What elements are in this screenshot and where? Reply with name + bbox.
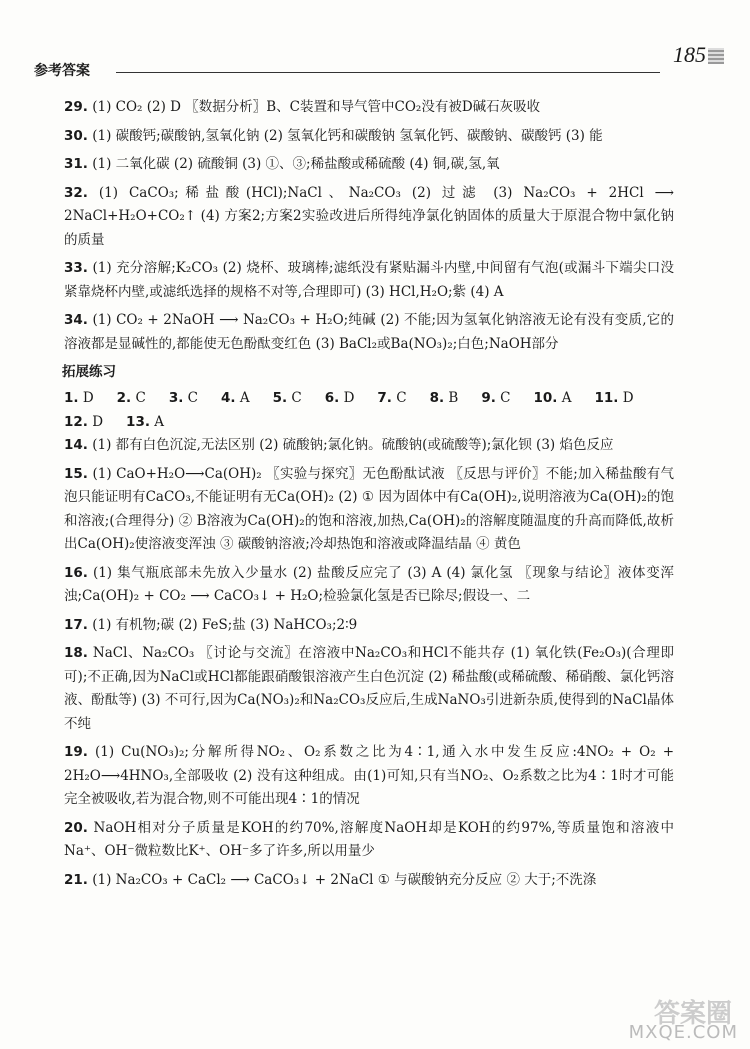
answer-number: 21. (64, 871, 88, 888)
mc-number: 7. (377, 390, 392, 406)
answer-text: (1) CaCO₃;稀盐酸(HCl);NaCl、Na₂CO₃ (2) 过滤 (3) Na₂CO₃ + 2HCl ⟶ 2NaCl+H₂O+CO₂↑ (4) 方案2;方案2实验改进后所得纯净氯化钠固体的质量大于原混合物中氯化钠的质量 (64, 184, 674, 248)
mc-answer (377, 387, 406, 411)
mc-number: 13. (126, 413, 150, 430)
mc-number: 12. (64, 413, 88, 430)
mc-number: 2. (116, 390, 132, 406)
answers-group-b (64, 434, 674, 892)
answer-item (64, 869, 674, 893)
mc-choice: C (291, 390, 302, 406)
answer-text: (1) 有机物;碳 (2) FeS;盐 (3) NaHCO₃;2∶9 (92, 616, 358, 633)
answer-text: (1) Cu(NO₃)₂;分解所得NO₂、O₂系数之比为4∶1,通入水中发生反应:4NO₂ + O₂ + 2H₂O⟶4HNO₃,全部吸收 (2) 没有这种组成。由(1)可知,只有当NO₂、O₂系数之比为4∶1时才可能完全被吸收,若为混合物,则不可能出现4∶1的情况 (64, 744, 675, 807)
answer-text: (1) CO₂ (2) D 〖数据分析〗B、C装置和导气管中CO₂没有被D碱石灰吸收 (92, 99, 541, 115)
page-header (34, 38, 724, 78)
answer-number: 30. (64, 127, 88, 144)
answer-number: 29. (64, 99, 88, 115)
mc-number: 3. (168, 390, 184, 406)
mc-number: 4. (221, 390, 236, 406)
answer-number: 20. (64, 819, 88, 836)
mc-choice: A (154, 413, 165, 430)
answer-text: (1) CaO+H₂O⟶Ca(OH)₂ 〖实验与探究〗无色酚酞试液 〖反思与评价〗不能;加入稀盐酸有气泡只能证明有CaCO₃,不能证明有无Ca(OH)₂ (2) ① 因为固体中有Ca(OH)₂,说明溶液为Ca(OH)₂的饱和溶液;(合理得分) ② B溶液为Ca(OH)₂的饱和溶液,加热,Ca(OH)₂的溶解度随温度的升高而降低,故析出Ca(OH)₂使溶液变浑浊 ③ 碳酸钠溶液;冷却热饱和溶液或降温结晶 ④ 黄色 (64, 465, 674, 552)
mc-choice: A (239, 390, 250, 406)
answer-item (64, 309, 674, 356)
answer-text: NaCl、Na₂CO₃ 〖讨论与交流〗在溶液中Na₂CO₃和HCl不能共存 (1) 氧化铁(Fe₂O₃)(合理即可);不正确,因为NaCl或HCl都能跟硝酸银溶液产生白色沉淀 (2) 稀盐酸(或稀硫酸、稀硝酸、氯化钙溶液、酚酞等) (3) 不可行,因为Ca(NO₃)₂和Na₂CO₃反应后,生成NaNO₃引进新杂质,使得到的NaCl晶体不纯 (64, 645, 675, 732)
mc-answer (169, 387, 198, 411)
mc-choice: C (500, 390, 511, 406)
answer-number: 19. (64, 744, 88, 760)
multiple-choice-answers (64, 387, 674, 434)
header-rule (116, 72, 660, 73)
answer-number: 17. (64, 616, 88, 633)
answer-item (64, 182, 674, 253)
mc-choice: D (343, 390, 355, 406)
answer-number: 34. (64, 312, 88, 328)
answer-content (64, 96, 674, 897)
answer-item (64, 125, 674, 149)
section-title: 拓展练习 (62, 364, 116, 380)
mc-answer (64, 411, 103, 435)
mc-answer (534, 387, 572, 411)
answer-item (64, 153, 674, 177)
answer-number: 14. (64, 437, 88, 453)
watermark-logo: 答案圈 (653, 999, 732, 1029)
page-number: 185 (673, 42, 706, 67)
mc-choice: C (187, 390, 198, 406)
answer-item (64, 817, 674, 864)
mc-number: 8. (429, 390, 445, 406)
answer-text: (1) CO₂ + 2NaOH ⟶ Na₂CO₃ + H₂O;纯碱 (2) 不能;因为氢氧化钠溶液无论有没有变质,它的溶液都是显碱性的,都能使无色酚酞变红色 (3) BaCl₂或Ba(NO₃)₂;白色;NaOH部分 (64, 312, 674, 352)
answer-text: (1) 集气瓶底部未先放入少量水 (2) 盐酸反应完了 (3) A (4) 氯化氢 〖现象与结论〗液体变浑浊;Ca(OH)₂ + CO₂ ⟶ CaCO₃↓ + H₂O;检验氯化氢是否已除尽;假设一、二 (64, 564, 674, 604)
mc-choice: C (135, 390, 146, 406)
answer-text: NaOH相对分子质量是KOH的约70%,溶解度NaOH却是KOH的约97%,等质量饱和溶液中Na⁺、OH⁻微粒数比K⁺、OH⁻多了许多,所以用量少 (64, 819, 675, 859)
answer-text: (1) 碳酸钙;碳酸钠,氢氧化钠 (2) 氢氧化钙和碳酸钠 氢氧化钙、碳酸钠、碳酸钙 (3) 能 (92, 127, 603, 144)
answer-item (64, 434, 674, 458)
mc-answer (481, 387, 510, 411)
mc-answer (430, 387, 459, 411)
answer-number: 15. (64, 465, 88, 482)
answer-number: 32. (64, 184, 88, 201)
mc-choice: D (622, 390, 634, 406)
answer-number: 16. (64, 564, 88, 581)
mc-choice: C (396, 390, 407, 406)
answer-item (64, 614, 674, 638)
mc-number: 5. (272, 390, 288, 406)
mc-choice: B (448, 390, 459, 406)
header-label: 参考答案 (34, 63, 90, 79)
mc-choice: D (82, 390, 94, 406)
answer-text: (1) Na₂CO₃ + CaCl₂ ⟶ CaCO₃↓ + 2NaCl ① 与碳酸钠充分反应 ② 大于;不洗涤 (92, 871, 597, 888)
answer-text: (1) 二氧化碳 (2) 硫酸铜 (3) ①、③;稀盐酸或稀硫酸 (4) 铜,碳,氢,氧 (92, 156, 500, 172)
mc-answer (273, 387, 302, 411)
mc-number: 9. (481, 390, 496, 406)
answer-item (64, 257, 674, 304)
mc-choice: A (561, 390, 572, 406)
mc-answer (117, 387, 146, 411)
mc-choice: D (92, 413, 104, 430)
answer-text: (1) 充分溶解;K₂CO₃ (2) 烧杯、玻璃棒;滤纸没有紧贴漏斗内壁,中间留有气泡(或漏斗下端尖口没紧靠烧杯内壁,或滤纸选择的规格不对等,合理即可) (3) HCl,H₂O;紫 (4) A (64, 260, 674, 300)
watermark (602, 993, 742, 1043)
answer-number: 31. (64, 156, 88, 172)
mc-answer (64, 387, 94, 411)
answer-item (64, 562, 674, 609)
mc-answer (325, 387, 355, 411)
answer-text: (1) 都有白色沉淀,无法区别 (2) 硫酸钠;氯化钠。硫酸钠(或硫酸等);氯化钡 (3) 焰色反应 (92, 437, 614, 453)
answers-group-a (64, 96, 674, 356)
page-corner-mark (708, 48, 724, 64)
mc-answer (594, 387, 633, 411)
mc-number: 6. (324, 390, 340, 406)
mc-number: 1. (64, 390, 79, 406)
mc-number: 11. (594, 390, 619, 406)
answer-item (64, 96, 674, 120)
answer-item (64, 741, 674, 812)
answer-item (64, 463, 674, 557)
mc-number: 10. (533, 390, 558, 406)
answer-number: 18. (64, 645, 88, 661)
watermark-site: MXQE.COM (628, 1022, 738, 1043)
answer-item (64, 642, 674, 736)
mc-answer (126, 411, 164, 435)
mc-answer (221, 387, 250, 411)
answer-number: 33. (64, 260, 88, 276)
